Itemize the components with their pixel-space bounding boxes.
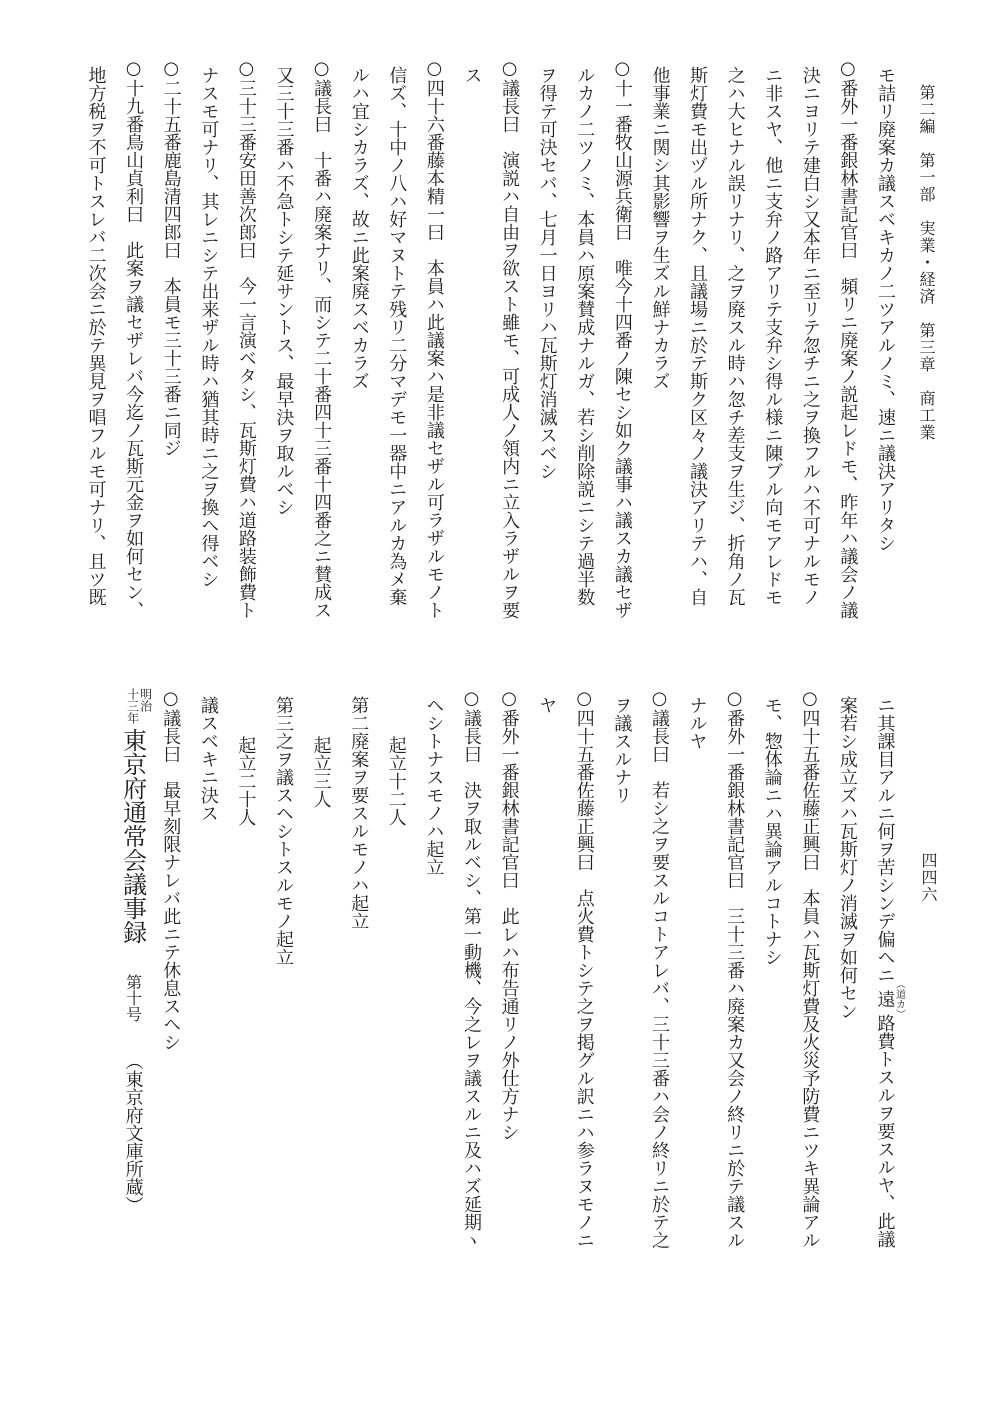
speaker-remark: ○議長曰 若シ之ヲ要スルコトアレバ、三十三番ハ会ノ終リニ於テ之: [648, 688, 670, 1249]
speaker-remark: ○番外一番銀林書記官曰 此レハ布告通リノ外仕方ナシ: [498, 688, 520, 1141]
text-column: 之ハ大ヒナル誤リナリ、之ヲ廃スル時ハ忽チ差支ヲ生ジ、折角ノ瓦: [724, 66, 746, 606]
text-column: モ、惣体論ニハ異論アルコトナシ: [761, 696, 783, 966]
era-top: 明治: [138, 688, 153, 712]
text-column: ナルヤ: [686, 696, 708, 750]
running-head: 第二編 第一部 実業・経済 第三章 商工業: [917, 84, 936, 441]
archive-note: （東京府文庫所蔵）: [122, 1052, 144, 1214]
speaker-remark: ○番外一番銀林書記官曰 頻リニ廃案ノ説起レドモ、昨年ハ議会ノ議: [837, 58, 859, 619]
text-segment: ニ其課目アルニ何ヲ苦シンデ偏ヘニ: [874, 696, 896, 984]
issue-number: 第十号: [123, 974, 143, 1022]
editorial-annotation: [874, 979, 905, 1019]
text-column: ヤ: [536, 696, 558, 714]
speaker-remark: ○四十五番佐藤正興曰 本員ハ瓦斯灯費及火災予防費ニツキ異論アル: [799, 688, 821, 1249]
page-number: 四四六: [919, 852, 938, 903]
speaker-remark: ○番外一番銀林書記官曰 三十三番ハ廃案カ又会ノ終リニ於テ議スル: [724, 688, 746, 1249]
text-column: 決ニヨリテ建白シ又本年ニ至リテ忽チニ之ヲ換フルハ不可ナルモノ: [799, 66, 821, 606]
text-column: 第二廃案ヲ要スルモノハ起立: [348, 696, 370, 930]
text-column: 又三十三番ハ不急トシテ延サントス、最早決ヲ取ルベシ: [273, 66, 295, 516]
annotated-char: 遠: [874, 979, 896, 1019]
lower-text-block: [113, 688, 905, 1249]
text-column: ス: [461, 66, 483, 84]
era-warichu: [126, 688, 152, 724]
upper-text-block: [77, 58, 904, 619]
text-column: 他事業ニ関シ其影響ヲ生ズル鮮ナカラズ: [649, 66, 671, 390]
speaker-remark: ○二十五番鹿島清四郎曰 本員モ三十三番ニ同ジ: [160, 58, 182, 457]
vote-result: 起立三人: [310, 736, 332, 808]
speaker-remark: ○三十三番安田善次郎曰 今一言演ベタシ、瓦斯灯費ハ道路装飾費ト: [235, 58, 257, 619]
speaker-remark: ○議長曰 決ヲ取ルベシ、第一動機、今之レヲ議スルニ及ハズ延期ヽ: [460, 688, 482, 1249]
speaker-remark: ○四十五番佐藤正興曰 点火費トシテ之ヲ掲グル訳ニハ参ラヌモノニ: [573, 688, 595, 1249]
speaker-remark: ○十一番牧山源兵衛曰 唯今十四番ノ陳セシ如ク議事ハ議スカ議セザ: [611, 58, 633, 619]
text-column: 信ズ、十中ノ八ハ好マヌトテ残リ二分マデモ一器中ニアルカ為メ棄: [386, 66, 408, 606]
source-citation: [113, 688, 152, 1249]
text-segment: 路費トスルヲ要スルヤ、此議: [874, 1014, 896, 1248]
text-column: 議スベキニ決ス: [197, 696, 219, 822]
text-column: 第三之ヲ議スヘシトスルモノ起立: [273, 696, 294, 966]
text-column: ニ非スヤ、他ニ支弁ノ路アリテ支弁シ得ル様ニ陳ブル向モアレドモ: [762, 66, 784, 606]
annotation-note: （道カ）: [893, 979, 905, 1019]
text-column: ルカノ二ツノミ、本員ハ原案賛成ナルガ、若シ削除説ニシテ過半数: [574, 66, 596, 606]
text-column: 地方税ヲ不可トスレバ二次会ニ於テ異見ヲ唱フルモ可ナリ、且ツ既: [85, 66, 107, 606]
vote-result: 起立二十人: [235, 736, 257, 826]
speaker-remark: ○議長曰 演説ハ自由ヲ欲スト雖モ、可成人ノ領内ニ立入ラザルヲ要: [499, 58, 521, 619]
era-bottom: 十三年: [125, 688, 140, 724]
text-column: ヲ得テ可決セバ、七月一日ヨリハ瓦斯灯消滅スベシ: [536, 66, 558, 480]
speaker-remark: ○四十六番藤本精一曰 本員ハ此議案ハ是非議セザル可ラザルモノト: [423, 58, 445, 619]
speaker-remark: ○議長曰 最早刻限ナレバ此ニテ休息スヘシ: [160, 688, 182, 1051]
text-column: ヲ議スルナリ: [611, 696, 633, 804]
text-column: 案若シ成立ズハ瓦斯灯ノ消滅ヲ如何セン: [836, 696, 858, 1020]
speaker-remark: ○十九番鳥山貞利曰 此案ヲ議セザレバ今迄ノ瓦斯元金ヲ如何セン、: [123, 58, 145, 619]
text-column: モ詰リ廃案カ議スベキカノ二ツアルノミ、速ニ議決アリタシ: [875, 66, 896, 552]
text-column-annotated: [866, 696, 904, 1249]
text-column: ルハ宜シカラズ、故ニ此案廃スベカラズ: [348, 66, 370, 390]
vote-result: 起立十二人: [385, 736, 407, 826]
text-column: 斯灯費モ出ヅル所ナク、且議場ニ於テ斯ク区々ノ議決アリテハ、自: [687, 66, 709, 606]
text-column: ヘシトナスモノハ起立: [423, 696, 445, 876]
journal-title: 東京府通常会議事録: [118, 728, 147, 944]
text-column: ナスモ可ナリ、其レニシテ出来ザル時ハ猶其時ニ之ヲ換ヘ得ベシ: [198, 66, 220, 588]
speaker-remark: ○議長曰 十番ハ廃案ナリ、而シテ二十番四十三番十四番之ニ賛成ス: [311, 58, 333, 619]
